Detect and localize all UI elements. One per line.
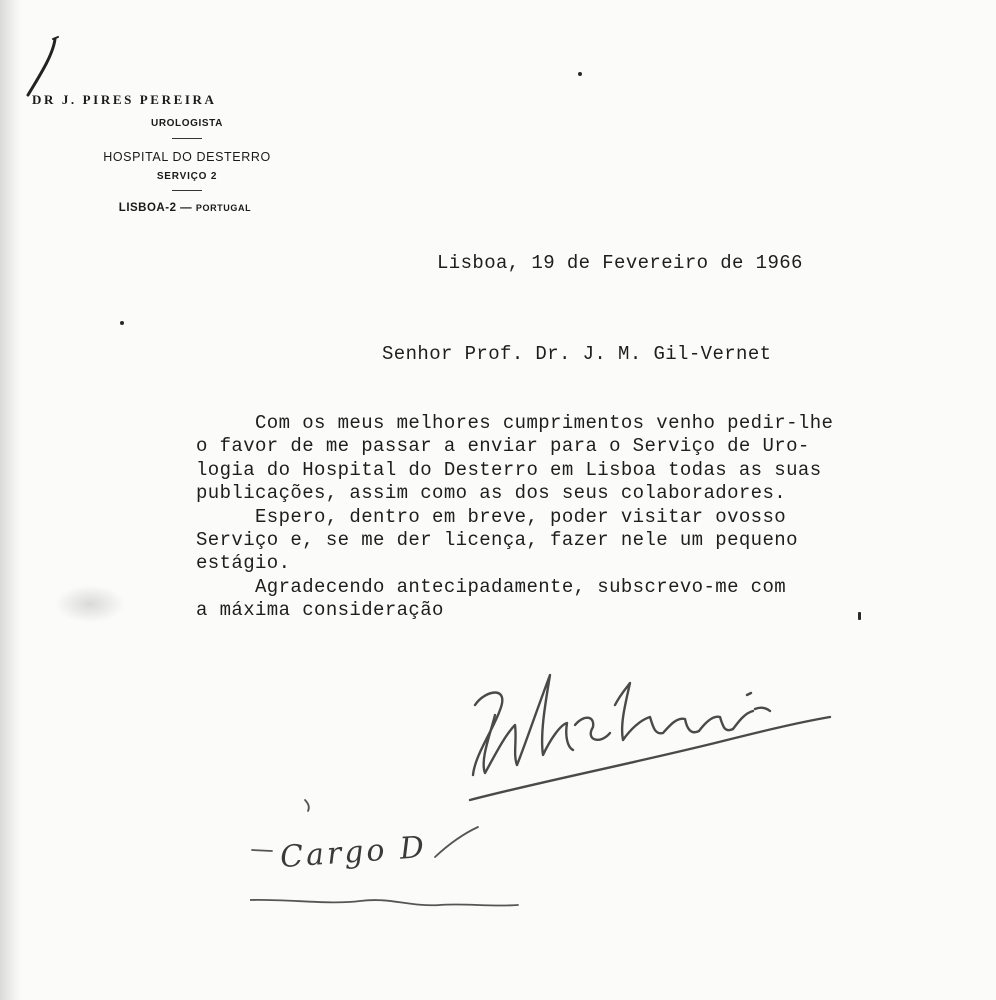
ink-speck [120, 321, 124, 325]
letter-body-line: Agradecendo antecipadamente, subscrevo-me com [196, 576, 787, 598]
letterhead-divider [172, 138, 202, 139]
handwritten-annotation-text: Cargo D [278, 829, 429, 876]
handwritten-tick-mark [20, 35, 60, 100]
letter-body-line: logia do Hospital do Desterro em Lisboa todas as suas [196, 459, 822, 481]
handwritten-signature [455, 655, 845, 815]
letter-body-line: publicações, assim como as dos seus colaboradores. [196, 482, 787, 504]
letter-body-line: Serviço e, se me der licença, fazer nele um pequeno [196, 529, 798, 551]
paper-smudge [55, 585, 125, 623]
letterhead-service: SERVIÇO 2 [156, 171, 218, 182]
letterhead-specialty: UROLOGISTA [151, 118, 223, 129]
letterhead-country: PORTUGAL [195, 203, 252, 213]
letter-body-line: estágio. [196, 552, 291, 574]
letter-body-line: Com os meus melhores cumprimentos venho pedir-lhe [196, 412, 834, 434]
letterhead-divider [172, 190, 202, 191]
letterhead-hospital: HOSPITAL DO DESTERRO [103, 150, 271, 164]
ink-speck [858, 612, 861, 620]
letter-salutation: Senhor Prof. Dr. J. M. Gil-Vernet [382, 343, 772, 365]
letter-dateline: Lisboa, 19 de Fevereiro de 1966 [437, 252, 803, 274]
letterhead-name: DR J. PIRES PEREIRA [32, 92, 217, 107]
letter-body-line: Espero, dentro em breve, poder visitar ovosso [196, 506, 787, 528]
handwritten-annotation [250, 795, 540, 915]
letterhead-address [80, 202, 290, 214]
letter-body-line: a máxima consideração [196, 599, 444, 621]
letter-body-line: o favor de me passar a enviar para o Serviço de Uro- [196, 435, 810, 457]
letterhead-city: LISBOA-2 — [118, 202, 193, 214]
ink-speck [578, 72, 582, 76]
page-edge-shadow [0, 0, 22, 1000]
